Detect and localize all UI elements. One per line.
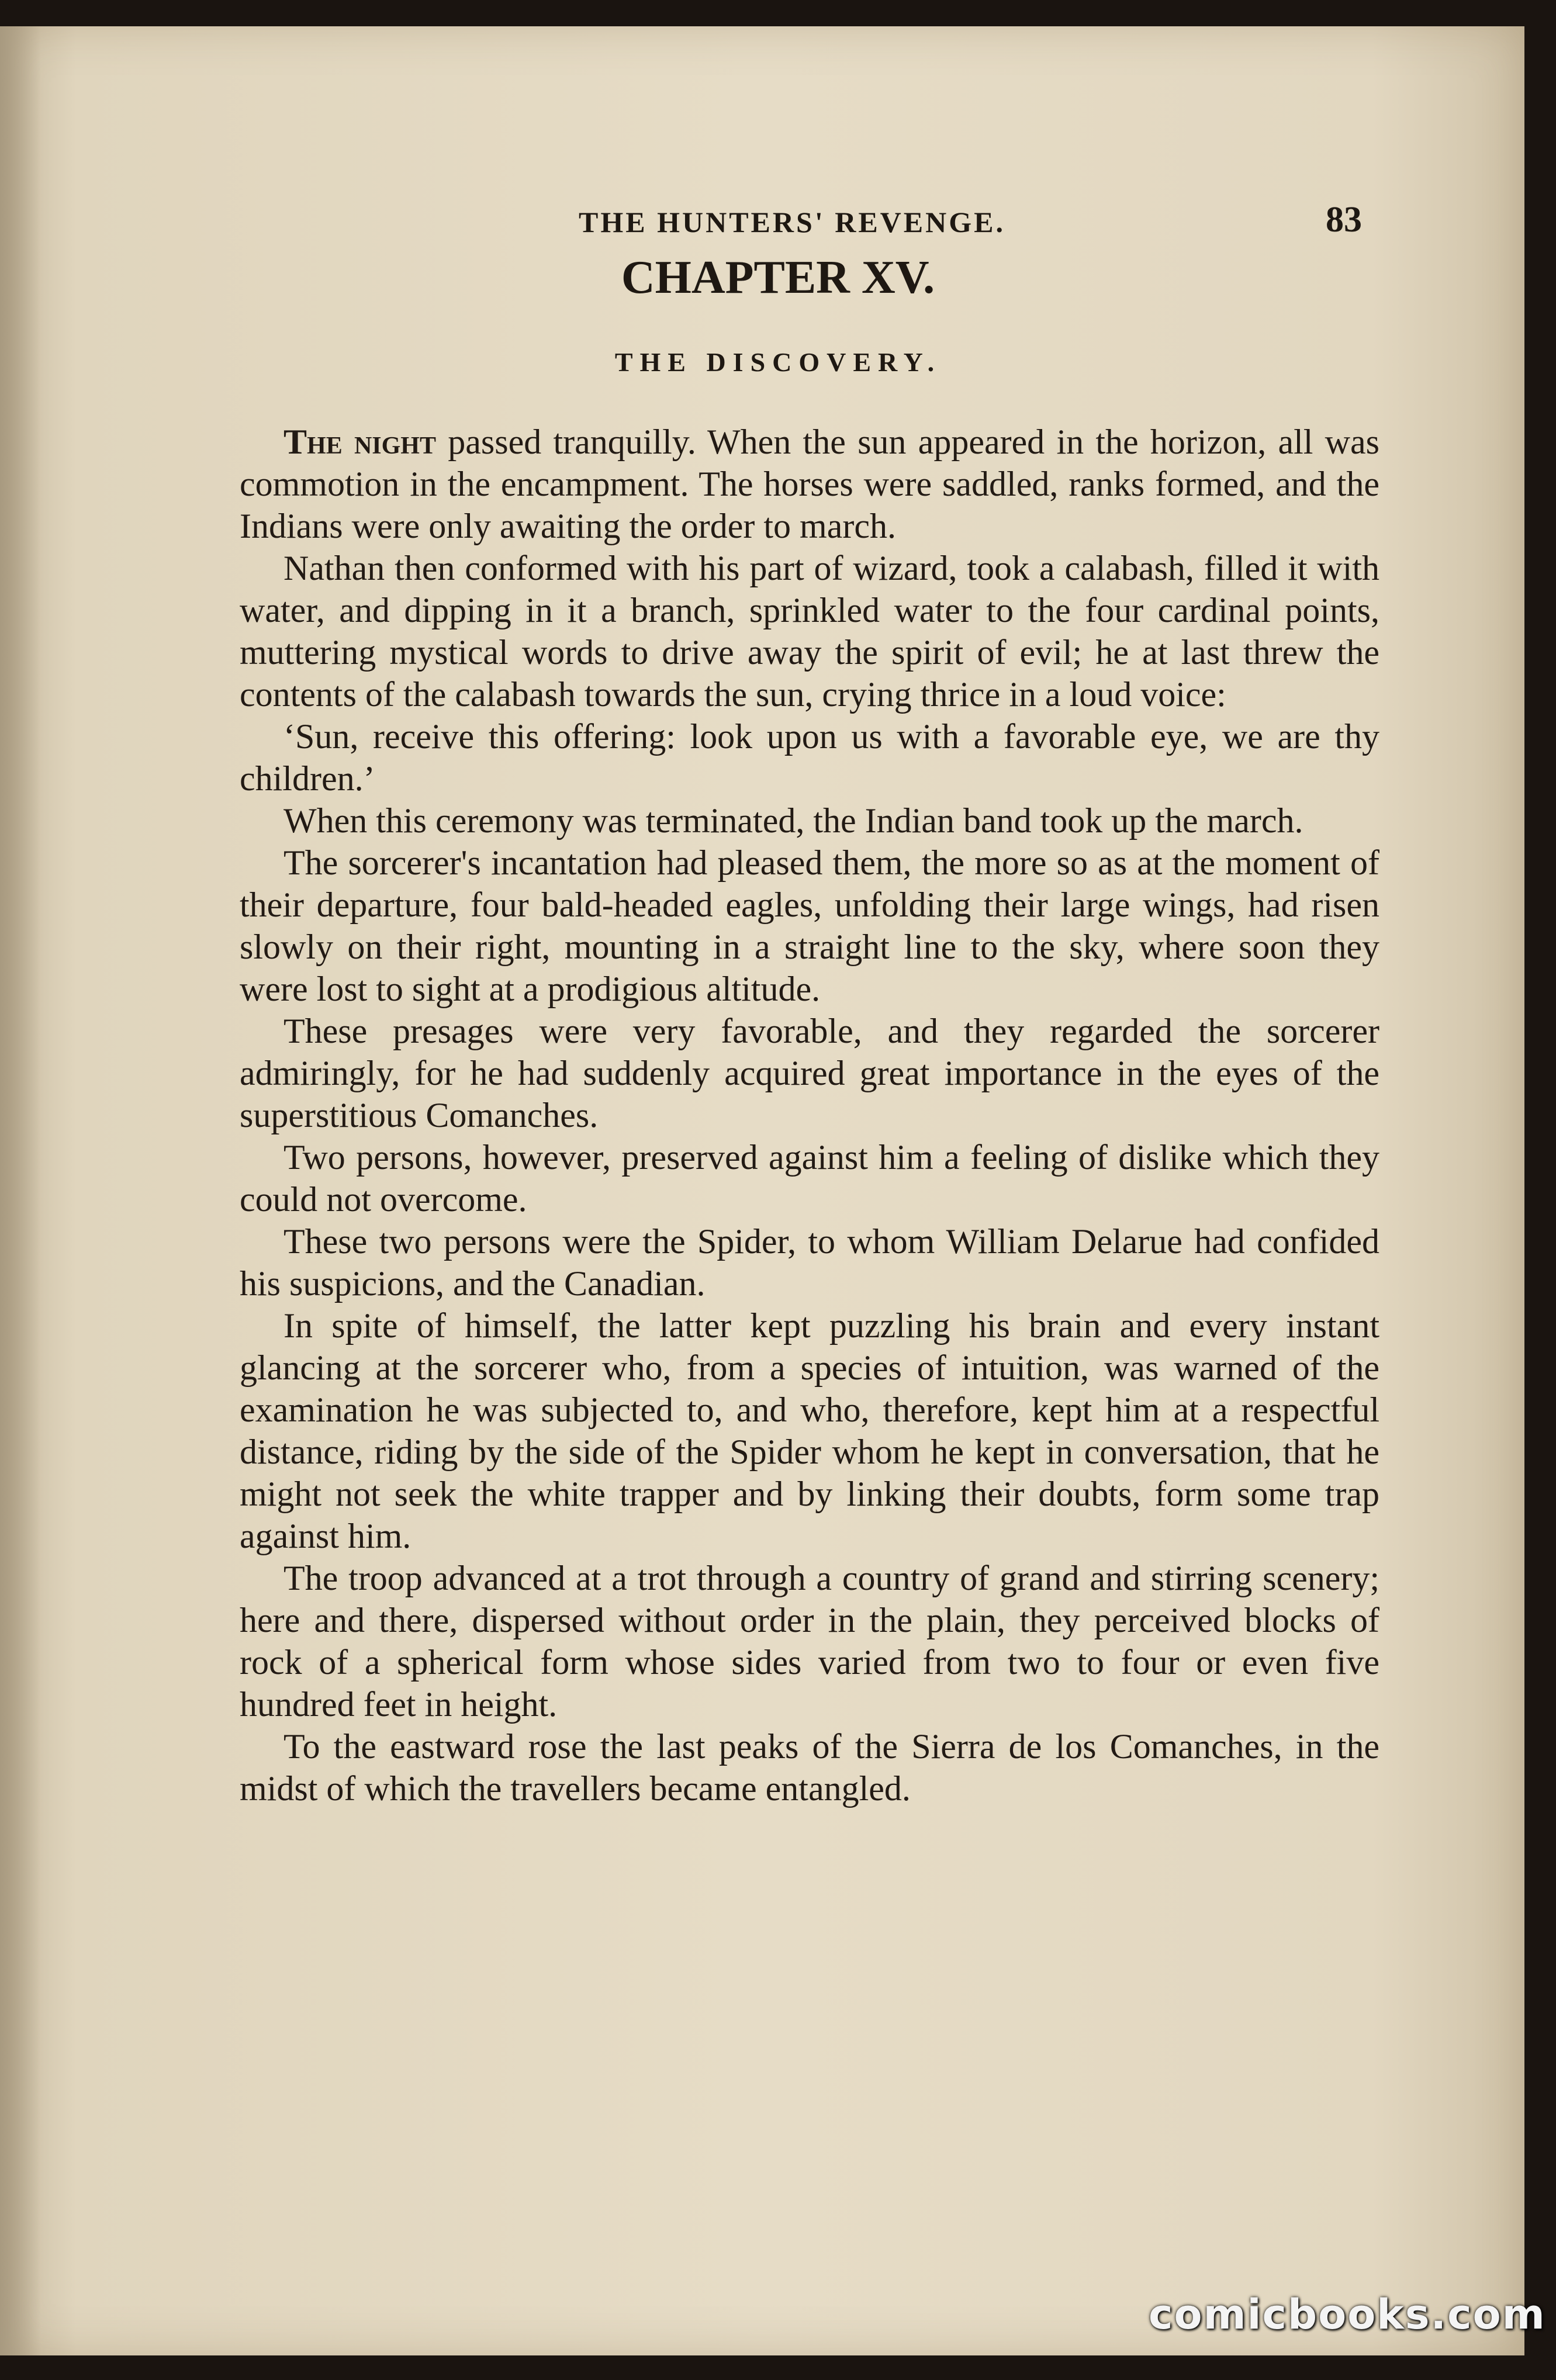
paragraph (240, 1725, 1379, 1810)
running-head (0, 202, 1524, 243)
running-title: THE HUNTERS' REVENGE. (579, 206, 1005, 238)
paragraph (240, 1557, 1379, 1725)
paragraph-text: These two persons were the Spider, to whom William Delarue had confided his suspicions, and the Canadian. (240, 1222, 1379, 1303)
chapter-title: THE DISCOVERY. (614, 347, 942, 377)
watermark: comicbooks.com (1149, 2291, 1546, 2339)
paragraph-text: passed tranquilly. When the sun appeared in the horizon, all was commotion in the encampment. The horses were saddled, ranks formed, and the Indians were only awaiting the order to march. (240, 423, 1379, 545)
paragraph (240, 1010, 1379, 1136)
body-text (240, 421, 1379, 1810)
paragraph (240, 547, 1379, 715)
paragraph (240, 800, 1379, 842)
paragraph-text: These presages were very favorable, and they regarded the sorcerer admiringly, for he had suddenly acquired great importance in the eyes of the superstitious Comanches. (240, 1012, 1379, 1134)
paragraph-text: The troop advanced at a trot through a country of grand and stirring scenery; here and there, dispersed without order in the plain, they perceived blocks of rock of a spherical form whose sides varied from two to four or even five hundred feet in height. (240, 1559, 1379, 1724)
paragraph-lead: The night (283, 423, 436, 461)
paragraph (240, 1220, 1379, 1305)
paragraph (240, 715, 1379, 800)
paragraph (240, 1136, 1379, 1220)
paragraph (240, 421, 1379, 547)
paragraph-text: Two persons, however, preserved against him a feeling of dislike which they could not overcome. (240, 1138, 1379, 1219)
page-number: 83 (1326, 200, 1362, 240)
paragraph-text: To the eastward rose the last peaks of the Sierra de los Comanches, in the midst of which the travellers became entangled. (240, 1727, 1379, 1808)
paragraph (240, 1305, 1379, 1557)
paragraph-text: In spite of himself, the latter kept puzzling his brain and every instant glancing at the sorcerer who, from a species of intuition, was warned of the examination he was subjected to, and who, therefore, kept him at a respectful distance, riding by the side of the Spider whom he kept in conversation, that he might not seek the white trapper and by linking their doubts, form some trap against him. (240, 1306, 1379, 1555)
paragraph (240, 842, 1379, 1010)
paragraph-text: ‘Sun, receive this offering: look upon us with a favorable eye, we are thy children.’ (240, 717, 1379, 798)
paragraph-text: The sorcerer's incantation had pleased them, the more so as at the moment of their departure, four bald-headed eagles, unfolding their large wings, had risen slowly on their right, mounting in a straight line to the sky, where soon they were lost to sight at a prodigious altitude. (240, 843, 1379, 1008)
paragraph-text: Nathan then conformed with his part of wizard, took a calabash, filled it with water, and dipping in it a branch, sprinkled water to the four cardinal points, muttering mystical words to drive away the spirit of evil; he at last threw the contents of the calabash towards the sun, crying thrice in a loud voice: (240, 549, 1379, 714)
chapter-number: CHAPTER XV. (621, 252, 935, 303)
paragraph-text: When this ceremony was terminated, the Indian band took up the march. (283, 801, 1303, 840)
